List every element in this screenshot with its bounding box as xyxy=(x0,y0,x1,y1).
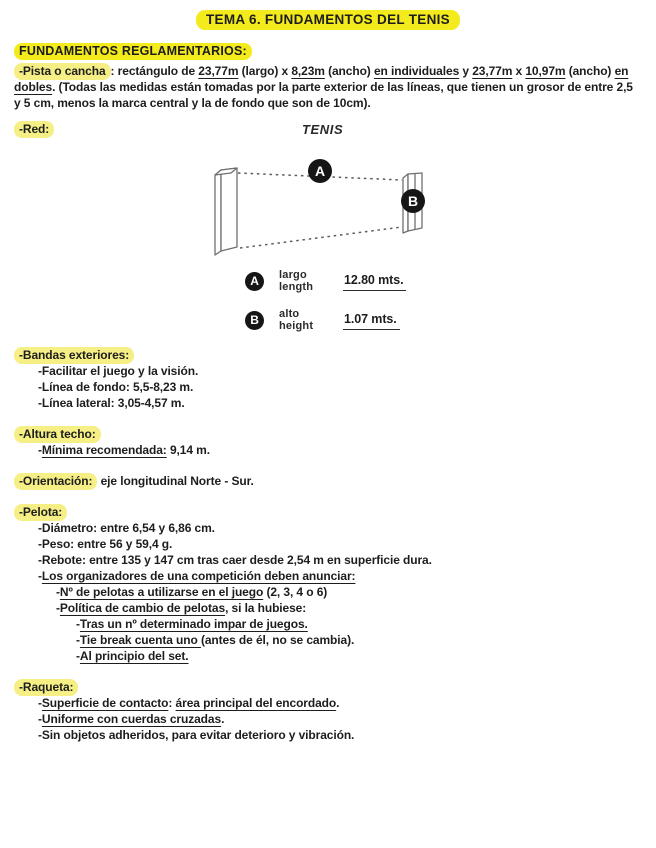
term-minima-recomendada: Mínima recomendada: xyxy=(41,443,167,457)
title-row xyxy=(14,12,642,28)
text-segment: : rectángulo de xyxy=(110,64,199,78)
section-heading-altura: -Altura techo: xyxy=(14,426,101,443)
text-segment: - xyxy=(56,585,60,599)
text-segment: : xyxy=(168,696,176,710)
list-item xyxy=(56,584,642,600)
heading-row-pelota xyxy=(14,504,642,520)
badge-a-letter: A xyxy=(314,163,326,179)
legend-value-largo: 12.80 mts. xyxy=(343,272,406,291)
text-segment: - xyxy=(76,617,80,631)
term-individuales: en individuales xyxy=(373,64,460,78)
figure-title: TENIS xyxy=(302,122,344,137)
heading-row-fundamentos xyxy=(14,43,642,59)
text-segment: x xyxy=(512,64,526,78)
list-item xyxy=(38,442,642,458)
list-item: -Línea de fondo: 5,5-8,23 m. xyxy=(38,380,194,394)
left-net-post xyxy=(215,168,237,255)
legend-label-es: alto xyxy=(279,307,300,320)
list-item: -Facilitar el juego y la visión. xyxy=(38,364,199,378)
heading-row-raqueta xyxy=(14,679,642,695)
measure-largo-dobles: 23,77m xyxy=(472,64,513,78)
term-tie-break: Tie break cuenta uno xyxy=(79,633,201,647)
heading-row-bandas xyxy=(14,347,642,363)
badge-b-letter: B xyxy=(407,193,419,209)
legend-label-en: length xyxy=(279,281,314,293)
term-politica-cambio: Política de cambio de pelotas xyxy=(59,601,226,615)
section-heading-fundamentos: FUNDAMENTOS REGLAMENTARIOS: xyxy=(14,43,252,60)
section-raqueta xyxy=(14,679,642,743)
net-diagram xyxy=(205,153,445,265)
list-item xyxy=(56,600,642,616)
list-item: -Rebote: entre 135 y 147 cm tras caer desde 2,54 m en superficie dura. xyxy=(38,553,432,567)
page-title: TEMA 6. FUNDAMENTOS DEL TENIS xyxy=(196,10,460,30)
net-bottom-cord xyxy=(240,227,402,248)
term-n-pelotas: Nº de pelotas a utilizarse en el juego xyxy=(59,585,264,599)
text-segment: y xyxy=(459,64,473,78)
section-heading-bandas: -Bandas exteriores: xyxy=(14,347,134,364)
legend-row-largo xyxy=(245,269,642,293)
measure-ancho-dobles: 10,97m xyxy=(525,64,566,78)
legend-label-alto xyxy=(279,308,333,333)
section-altura xyxy=(14,426,642,458)
section-heading-red: -Red: xyxy=(14,121,54,138)
list-item: -Línea lateral: 3,05-4,57 m. xyxy=(38,396,185,410)
orientacion-text: eje longitudinal Norte - Sur. xyxy=(97,474,254,488)
text-segment: , si la hubiese: xyxy=(225,601,307,615)
text-segment: (ancho) xyxy=(324,64,374,78)
term-principio-set: Al principio del set. xyxy=(79,649,189,663)
red-row xyxy=(14,121,642,139)
legend-row-alto xyxy=(245,308,642,332)
text-segment: - xyxy=(76,633,80,647)
text-segment: (ancho) xyxy=(565,64,615,78)
text-segment: - xyxy=(38,712,42,726)
badge-b xyxy=(401,189,425,213)
section-bandas xyxy=(14,347,642,411)
text-segment: (antes de él, no se cambia). xyxy=(200,633,355,647)
text-segment: - xyxy=(76,649,80,663)
legend-badge-a-icon: A xyxy=(245,272,264,291)
measure-largo: 23,77m xyxy=(198,64,239,78)
pista-paragraph xyxy=(14,63,642,111)
measure-ancho-individuales: 8,23m xyxy=(291,64,325,78)
text-segment: - xyxy=(38,443,42,457)
list-item xyxy=(76,632,642,648)
legend-label-largo xyxy=(279,269,333,294)
list-item xyxy=(76,648,642,664)
list-item xyxy=(38,711,642,727)
list-item: -Sin objetos adheridos, para evitar deterioro y vibración. xyxy=(38,728,355,742)
term-cuerdas-cruzadas: Uniforme con cuerdas cruzadas xyxy=(41,712,222,726)
term-anunciar: Los organizadores de una competición deben anunciar: xyxy=(41,569,356,583)
section-heading-raqueta: -Raqueta: xyxy=(14,679,78,696)
list-item: -Peso: entre 56 y 59,4 g. xyxy=(38,537,173,551)
legend-label-en: height xyxy=(279,320,314,332)
section-heading-orientacion: -Orientación: xyxy=(14,473,97,490)
text-segment: . (Todas las medidas están tomadas por la parte exterior de las líneas, que tienen un grosor de entre 2,5 y 5 cm, menos la marca central y la de fondo que son de 10cm). xyxy=(14,80,633,110)
badge-a xyxy=(308,159,332,183)
legend-badge-b-icon: B xyxy=(245,311,264,330)
pista-label: -Pista o cancha xyxy=(14,63,111,80)
section-pelota xyxy=(14,504,642,664)
list-item: -Diámetro: entre 6,54 y 6,86 cm. xyxy=(38,521,215,535)
legend-label-es: largo xyxy=(279,268,307,281)
list-item xyxy=(38,695,642,711)
term-dobles: en dobles xyxy=(14,64,629,94)
text-segment: - xyxy=(56,601,60,615)
figure-legend xyxy=(245,269,642,332)
section-heading-pelota: -Pelota: xyxy=(14,504,67,521)
text-segment: - xyxy=(38,569,42,583)
term-area-encordado: área principal del encordado xyxy=(175,696,337,710)
section-orientacion xyxy=(14,473,642,489)
term-tras-impar: Tras un nº determinado impar de juegos. xyxy=(79,617,308,631)
text-segment: . xyxy=(221,712,225,726)
text-segment: 9,14 m. xyxy=(166,443,210,457)
text-segment: (largo) x xyxy=(238,64,292,78)
term-superficie-contacto: Superficie de contacto xyxy=(41,696,169,710)
list-item xyxy=(76,616,642,632)
text-segment: (2, 3, 4 o 6) xyxy=(263,585,328,599)
heading-row-altura xyxy=(14,426,642,442)
text-segment: . xyxy=(336,696,340,710)
legend-value-alto: 1.07 mts. xyxy=(343,311,400,330)
text-segment: - xyxy=(38,696,42,710)
list-item xyxy=(38,568,642,584)
